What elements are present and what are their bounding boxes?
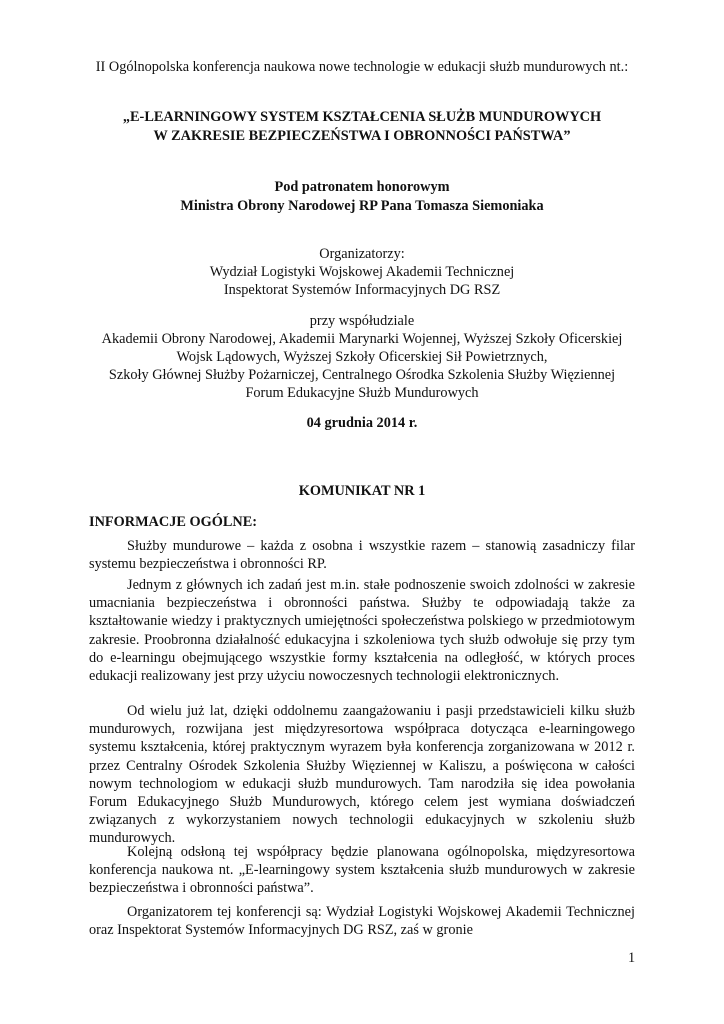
- communique-title: KOMUNIKAT NR 1: [298, 483, 426, 499]
- paragraph-5: Organizatorem tej konferencji są: Wydział Logistyki Wojskowej Akademii Technicznej oraz Inspektorat Systemów Informacyjnych DG RSZ, zaś w gronie: [89, 904, 635, 939]
- section-title: INFORMACJE OGÓLNE:: [89, 514, 257, 530]
- page-number: 1: [628, 950, 636, 966]
- paragraph-2: Jednym z głównych ich zadań jest m.in. stałe podnoszenie swoich zdolności w zakresie umacniania bezpieczeństwa i obronności państwa. Służby te odpowiadają także za kształtowanie wiedzy i praktycznych umiejętności społeczeństwa polskiego w przedmiotowym zakresie. Proobronna działalność edukacyjna i szkoleniowa tych służb odwołuje się przy tym do e-learningu obejmującego wszystkie formy kształcenia na odległość, w których proces edukacji realizowany jest przy użyciu nowoczesnych technologii elektronicznych.: [89, 577, 635, 685]
- paragraph-3: Od wielu już lat, dzięki oddolnemu zaangażowaniu i pasji przedstawicieli kilku służb mundurowych, rozwijana jest międzyresortowa współpraca dotycząca e-learningowego systemu kształcenia, której praktycznym wyrazem była konferencja zorganizowana w 2012 r. przez Centralny Ośrodek Szkolenia Służby Więziennej w Kaliszu, a poświęcona w całości nowym technologiom w edukacji służb mundurowych. Tam narodziła się idea powołania Forum Edukacyjnego Służb Mundurowych, którego celem jest wymiana doświadczeń związanych z wykorzystaniem nowych technologii edukacyjnych w szkoleniu służb mundurowych.: [89, 703, 635, 847]
- title-line-2: W ZAKRESIE BEZPIECZEŃSTWA I OBRONNOŚCI PAŃSTWA”: [153, 128, 571, 144]
- title-line-1: „E-LEARNINGOWY SYSTEM KSZTAŁCENIA SŁUŻB MUNDUROWYCH: [122, 109, 602, 125]
- cooperation-line-3: Szkoły Głównej Służby Pożarniczej, Centralnego Ośrodka Szkolenia Służby Więziennej: [108, 367, 616, 383]
- conference-line: II Ogólnopolska konferencja naukowa nowe technologie w edukacji służb mundurowych nt.:: [95, 59, 629, 75]
- cooperation-line-1: Akademii Obrony Narodowej, Akademii Marynarki Wojennej, Wyższej Szkoły Oficerskiej: [101, 331, 623, 347]
- patronage-line-1: Pod patronatem honorowym: [274, 179, 450, 195]
- paragraph-1: Służby mundurowe – każda z osobna i wszystkie razem – stanowią zasadniczy filar systemu bezpieczeństwa i obronności RP.: [89, 538, 635, 573]
- cooperation-line-2: Wojsk Lądowych, Wyższej Szkoły Oficerskiej Sił Powietrznych,: [176, 349, 548, 365]
- organizer-1: Wydział Logistyki Wojskowej Akademii Technicznej: [209, 264, 515, 280]
- event-date: 04 grudnia 2014 r.: [306, 415, 418, 431]
- cooperation-line-4: Forum Edukacyjne Służb Mundurowych: [245, 385, 479, 401]
- patronage-line-2: Ministra Obrony Narodowej RP Pana Tomasza Siemoniaka: [180, 198, 544, 214]
- cooperation-label: przy współudziale: [309, 313, 415, 329]
- organizer-2: Inspektorat Systemów Informacyjnych DG RSZ: [223, 282, 501, 298]
- paragraph-4: Kolejną odsłoną tej współpracy będzie planowana ogólnopolska, międzyresortowa konferencja naukowa nt. „E-learningowy system kształcenia służb mundurowych w zakresie bezpieczeństwa i obronności państwa”.: [89, 844, 635, 897]
- organizers-label: Organizatorzy:: [319, 246, 405, 262]
